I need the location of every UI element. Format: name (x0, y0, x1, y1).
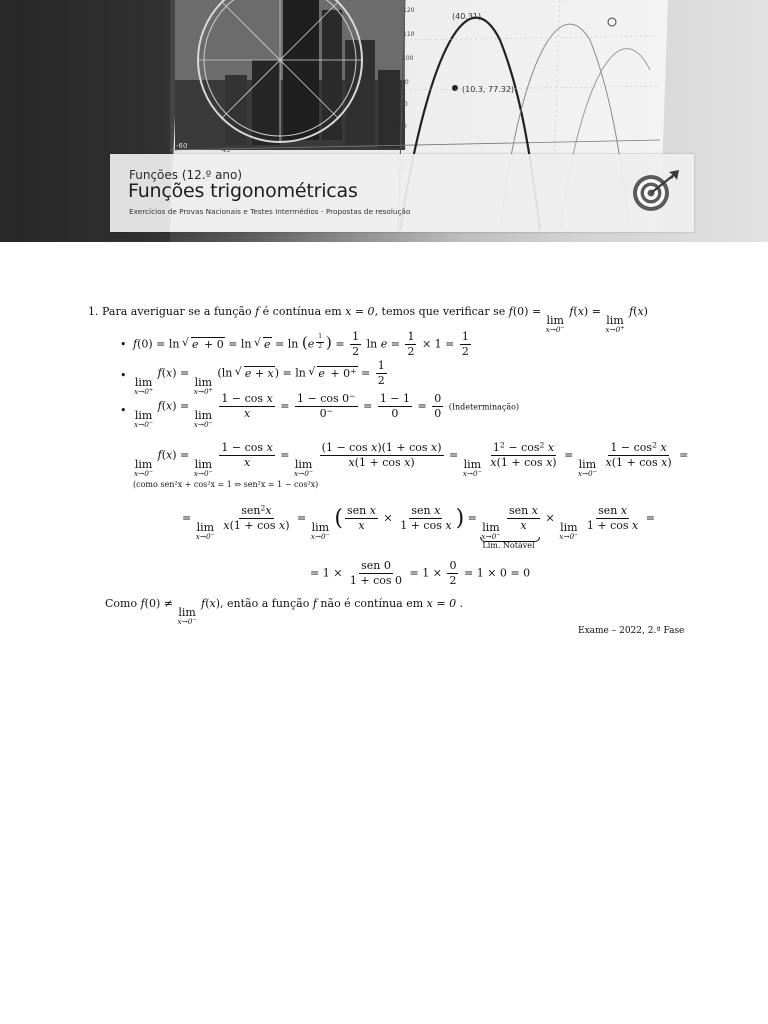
exercise-intro: 1. Para averiguar se a função f é contínua em x = 0, temos que verificar se f(0) = lim x→0− f(x) = lim x→0+ f(x) (88, 305, 648, 334)
header-caption: Exercícios de Provas Nacionais e Testes Intermédios - Propostas de resolução (129, 207, 411, 216)
y-tick-100: 100 (402, 55, 414, 62)
derivation-line-2: = lim x→0− $\frac{sen^2x}{\text{x(1 + cos x)}}$ = lim x→0− ( $\frac{\text{sen x}}{x}$ × $\frac{\text{sen x}}{\text{1 + cos x}}$ ) = lim x→0− $\frac{\text{sen x}}{x}$ Lim. Notável × lim x→0− $\frac{\text{sen x}}{\text{1 + cos x}}$ = (182, 503, 655, 550)
point-label-2: (10.3, 77.32) (462, 85, 515, 94)
axis-label-neg60: -60 (176, 142, 188, 150)
y-tick-60: 60 (399, 123, 407, 130)
exercise-number: 1. (88, 305, 99, 318)
bullet-f0: f(0) = ln √ e + 0 = ln √ e = ln (e $^{\frac{1}{2}}$ ) = $\frac{1}{2}$ ln e = $\frac{1}{2}$ × 1 = $\frac{1}{2}$ (133, 331, 473, 358)
bullet-left-limit: lim x→0− f(x) = lim x→0− $\frac{\text{1 − cos x}}{x}$ = $\frac{1 - \cos 0^-}{0^-}$ = $\frac{1 - 1}{0}$ = $\frac{0}{0}$ (Indeterminação) (134, 391, 520, 429)
axis-label-neg45: -45 (219, 146, 231, 154)
identity-note: (como sen²x + cos²x = 1 ⇔ sen²x = 1 − cos²x) (133, 480, 319, 489)
y-tick-120: 120 (403, 7, 415, 14)
derivation-line-3: = 1 × $\frac{\text{sen 0}}{1 + \cos 0}$ = 1 × $\frac{0}{2}$ = 1 × 0 = 0 (310, 559, 531, 588)
notable-limit-label: Lim. Notável (482, 541, 535, 550)
subject-label: Funções (12.º ano) (129, 168, 243, 182)
y-tick-90: 90 (401, 79, 409, 86)
derivation-line-1: lim x→0− f(x) = lim x→0− $\frac{\text{1 − cos x}}{x}$ = lim x→0− $\frac{\text{(1 − cos x)(1 + cos x)}}{\text{x(1 + cos x)}}$ = lim x→0− $\frac{1^2 - \cos^2 x}{\text{x(1 + cos x)}}$ = lim x→0− $\frac{1 - \cos^2 x}{\text{x(1 + cos x)}}$ = (134, 440, 689, 478)
point-label-1: (40.31) (452, 12, 482, 21)
conclusion: Como f(0) ≠ lim x→0− f(x), então a função f não é contínua em x = 0 . (105, 597, 464, 626)
source-reference: Exame – 2022, 2.ª Fase (578, 626, 685, 636)
page-title: Funções trigonométricas (128, 180, 358, 202)
indeterminate-note: (Indeterminação) (448, 402, 520, 412)
y-tick-80: 80 (400, 101, 408, 108)
bullet-right-limit: lim x→0+ f(x) = lim x→0+ (ln √ e + x) = ln √ e + 0+ = $\frac{1}{2}$ (133, 360, 389, 396)
y-tick-110: 110 (403, 31, 415, 38)
y-tick-40: 40 (398, 145, 406, 152)
solution-content: 1. Para averiguar se a função f é contínua em x = 0, temos que verificar se f(0) = lim x→0− f(x) = lim x→0+ f(x) • f(0) = ln √ e + 0 = ln √ e = ln (e $^{\frac{1}{2}}$ ) = $\frac{1}{2}$ ln e = $\frac{1}{2}$ × 1 = $\frac{1}{2}$ • lim x→0+ f(x) = lim x→0+ (ln √ e + x) = ln √ e + 0+ = $\frac{1}{2}$ • lim x→0− f(x) = lim x→0− $\frac{\text{1 − cos x}}{x}$ = $\frac{1 - \cos 0^-}{0^-}$ = $\frac{1 - 1}{0}$ = $\frac{0}{0}$ (Indeterminação) lim x→0− f(x) = lim x→0− $\frac{\text{1 − cos x}}{x}$ = lim x→0− $\frac{\text{(1 − cos x)(1 + cos x)}}{\text{x(1 + cos x)}}$ = lim x→0− $\frac{1^2 - \cos^2 x}{\text{x(1 + cos x)}}$ = lim x→0− $\frac{1 - \cos^2 x}{\text{x(1 + cos x)}}$ = (como sen²x + cos²x = 1 ⇔ sen²x = 1 − cos²x) = lim x→0− $\frac{sen^2x}{\text{x(1 + cos x)}}$ = lim x→0− ( $\frac{\text{sen x}}{x}$ × $\frac{\text{sen x}}{\text{1 + cos x}}$ ) = lim x→0− $\frac{\text{sen x}}{x}$ Lim. Notável × lim x→0− $\frac{\text{sen x}}{\text{1 + cos x}}$ = = 1 × $\frac{\text{sen 0}}{1 + \cos 0}$ = 1 × $\frac{0}{2}$ = 1 × 0 = 0 Como f(0) ≠ lim x→0− f(x), então a função f não é contínua em x = 0 . Exame – 2022, 2.ª Fase (0, 0, 768, 1024)
